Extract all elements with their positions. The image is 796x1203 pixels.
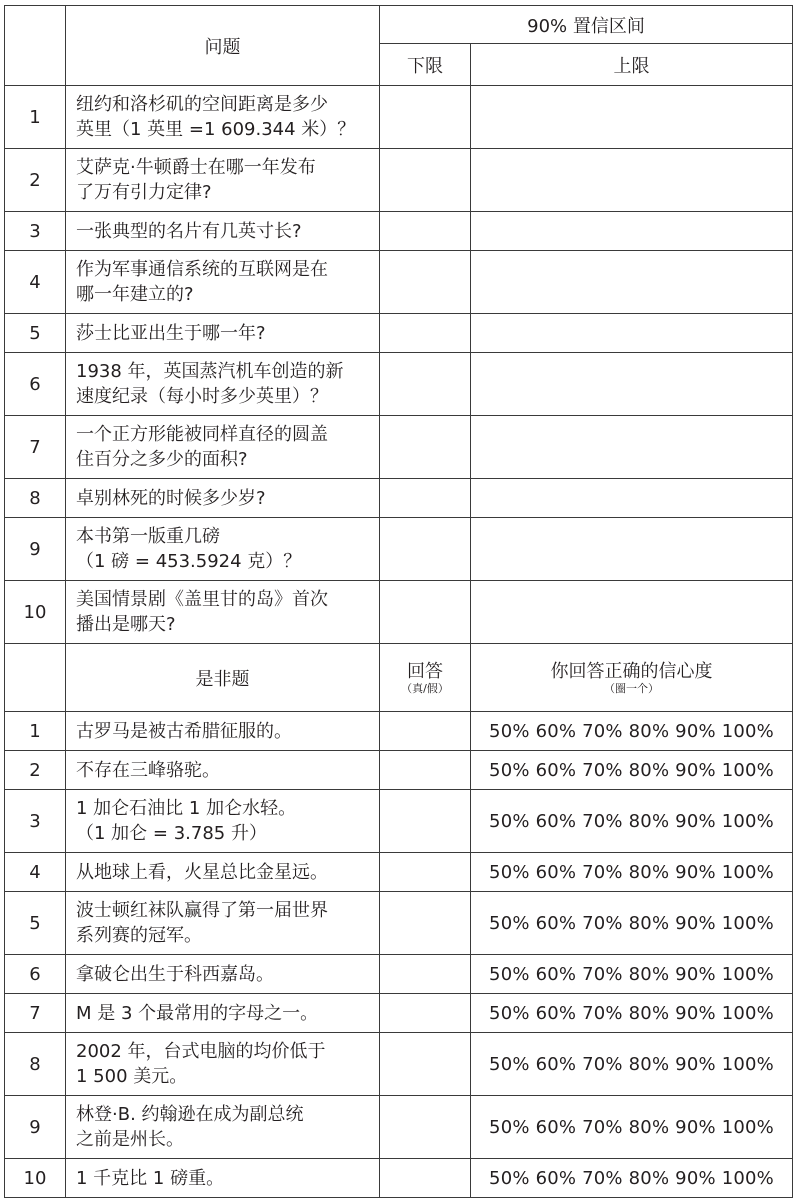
answer-header-label: 回答 [407,660,443,682]
lower-bound-cell[interactable] [380,86,471,149]
item-number: 9 [5,518,66,581]
question-line: （1 磅 = 453.5924 克）？ [76,551,302,572]
table-row [5,853,793,892]
item-number: 9 [5,1096,66,1159]
question-line: 1 500 美元。 [76,1066,188,1087]
upper-bound-cell[interactable] [471,518,793,581]
question-text [66,853,380,892]
table-row [5,994,793,1033]
number-header-cell [5,644,66,712]
question-line: 一张典型的名片有几英寸长? [76,220,302,242]
answer-cell[interactable] [380,892,471,955]
question-line: 古罗马是被古希腊征服的。 [76,720,292,742]
answer-cell[interactable] [380,853,471,892]
upper-bound-cell[interactable] [471,581,793,644]
item-number: 4 [5,251,66,314]
question-line: 卓别林死的时候多少岁? [76,487,266,509]
item-number: 2 [5,751,66,790]
confidence-interval-header: 90% 置信区间 [380,6,793,44]
answer-header-sub: （真/假） [401,681,449,695]
table-row [5,251,793,314]
item-number: 5 [5,892,66,955]
question-text [66,892,380,955]
question-text [66,1033,380,1096]
confidence-scale[interactable]: 50% 60% 70% 80% 90% 100% [471,955,793,994]
question-text [66,518,380,581]
question-text [66,1159,380,1198]
confidence-scale[interactable]: 50% 60% 70% 80% 90% 100% [471,853,793,892]
question-line: 波士顿红袜队赢得了第一届世界 [76,900,328,921]
question-text [66,1096,380,1159]
question-line: 速度纪录（每小时多少英里）？ [76,386,328,407]
lower-bound-cell[interactable] [380,314,471,353]
part1-header-row [5,6,793,44]
lower-bound-cell[interactable] [380,212,471,251]
question-line: 2002 年，台式电脑的均价低于 [76,1041,326,1062]
lower-bound-header: 下限 [380,44,471,86]
confidence-header-label: 你回答正确的信心度 [550,660,713,682]
item-number: 2 [5,149,66,212]
table-row [5,353,793,416]
answer-cell[interactable] [380,790,471,853]
question-line: 1 千克比 1 磅重。 [76,1167,225,1189]
lower-bound-cell[interactable] [380,518,471,581]
item-number: 8 [5,1033,66,1096]
question-line: 了万有引力定律? [76,182,212,203]
upper-bound-cell[interactable] [471,212,793,251]
lower-bound-cell[interactable] [380,416,471,479]
item-number: 6 [5,955,66,994]
table-row [5,86,793,149]
question-text [66,314,380,353]
table-row [5,416,793,479]
confidence-scale[interactable]: 50% 60% 70% 80% 90% 100% [471,712,793,751]
table-row [5,314,793,353]
confidence-scale[interactable]: 50% 60% 70% 80% 90% 100% [471,1159,793,1198]
item-number: 6 [5,353,66,416]
lower-bound-cell[interactable] [380,581,471,644]
answer-cell[interactable] [380,1033,471,1096]
question-line: 作为军事通信系统的互联网是在 [76,259,328,280]
question-line: 住百分之多少的面积? [76,449,248,470]
question-line: 播出是哪天? [76,614,176,635]
lower-bound-cell[interactable] [380,479,471,518]
number-header-cell [5,6,66,86]
confidence-scale[interactable]: 50% 60% 70% 80% 90% 100% [471,1096,793,1159]
question-line: 不存在三峰骆驼。 [76,759,220,781]
question-text [66,212,380,251]
question-line: 1 加仑石油比 1 加仑水轻。 [76,798,297,819]
answer-cell[interactable] [380,994,471,1033]
upper-bound-cell[interactable] [471,251,793,314]
item-number: 7 [5,416,66,479]
answer-cell[interactable] [380,751,471,790]
table-row [5,149,793,212]
question-text [66,581,380,644]
confidence-scale[interactable]: 50% 60% 70% 80% 90% 100% [471,994,793,1033]
confidence-header-sub: （圈一个） [604,681,659,695]
upper-bound-cell[interactable] [471,479,793,518]
table-row [5,1159,793,1198]
upper-bound-cell[interactable] [471,149,793,212]
confidence-scale[interactable]: 50% 60% 70% 80% 90% 100% [471,751,793,790]
item-number: 1 [5,712,66,751]
confidence-scale[interactable]: 50% 60% 70% 80% 90% 100% [471,790,793,853]
question-line: 从地球上看，火星总比金星远。 [76,861,328,883]
question-line: 美国情景剧《盖里甘的岛》首次 [76,589,328,610]
question-text [66,353,380,416]
question-line: 艾萨克·牛顿爵士在哪一年发布 [76,157,316,178]
upper-bound-cell[interactable] [471,86,793,149]
lower-bound-cell[interactable] [380,251,471,314]
question-line: 林登·B. 约翰逊在成为副总统 [76,1104,304,1125]
confidence-scale[interactable]: 50% 60% 70% 80% 90% 100% [471,1033,793,1096]
answer-cell[interactable] [380,712,471,751]
item-number: 4 [5,853,66,892]
item-number: 7 [5,994,66,1033]
question-line: 纽约和洛杉矶的空间距离是多少 [76,94,328,115]
table-row [5,581,793,644]
question-line: （1 加仑 = 3.785 升） [76,823,267,844]
question-line: 莎士比亚出生于哪一年? [76,322,266,344]
item-number: 1 [5,86,66,149]
confidence-scale[interactable]: 50% 60% 70% 80% 90% 100% [471,892,793,955]
question-text [66,955,380,994]
confidence-header [471,644,793,712]
true-false-header: 是非题 [66,644,380,712]
question-line: 英里（1 英里 =1 609.344 米）？ [76,119,356,140]
table-row [5,712,793,751]
question-text [66,479,380,518]
table-row [5,955,793,994]
item-number: 3 [5,790,66,853]
lower-bound-cell[interactable] [380,353,471,416]
upper-bound-header: 上限 [471,44,793,86]
answer-cell[interactable] [380,955,471,994]
question-text [66,790,380,853]
question-line: 本书第一版重几磅 [76,526,220,547]
table-row [5,1033,793,1096]
question-text [66,751,380,790]
quiz-table [4,5,793,1198]
table-row [5,1096,793,1159]
item-number: 5 [5,314,66,353]
item-number: 10 [5,581,66,644]
question-line: 之前是州长。 [76,1129,184,1150]
question-line: 一个正方形能被同样直径的圆盖 [76,424,328,445]
upper-bound-cell[interactable] [471,314,793,353]
table-row [5,790,793,853]
upper-bound-cell[interactable] [471,416,793,479]
answer-cell[interactable] [380,1159,471,1198]
question-line: 系列赛的冠军。 [76,925,202,946]
item-number: 10 [5,1159,66,1198]
table-row [5,892,793,955]
lower-bound-cell[interactable] [380,149,471,212]
question-text [66,251,380,314]
quiz-table-body [5,6,793,1198]
question-line: 哪一年建立的? [76,284,194,305]
answer-cell[interactable] [380,1096,471,1159]
question-header: 问题 [66,6,380,86]
table-row [5,479,793,518]
question-text [66,86,380,149]
question-line: 1938 年，英国蒸汽机车创造的新 [76,361,344,382]
table-row [5,751,793,790]
question-text [66,149,380,212]
item-number: 3 [5,212,66,251]
question-line: M 是 3 个最常用的字母之一。 [76,1002,319,1024]
answer-header [380,644,471,712]
question-text [66,994,380,1033]
question-text [66,416,380,479]
table-row [5,518,793,581]
question-line: 拿破仑出生于科西嘉岛。 [76,963,274,985]
table-row [5,212,793,251]
part2-header-row [5,644,793,712]
item-number: 8 [5,479,66,518]
question-text [66,712,380,751]
upper-bound-cell[interactable] [471,353,793,416]
